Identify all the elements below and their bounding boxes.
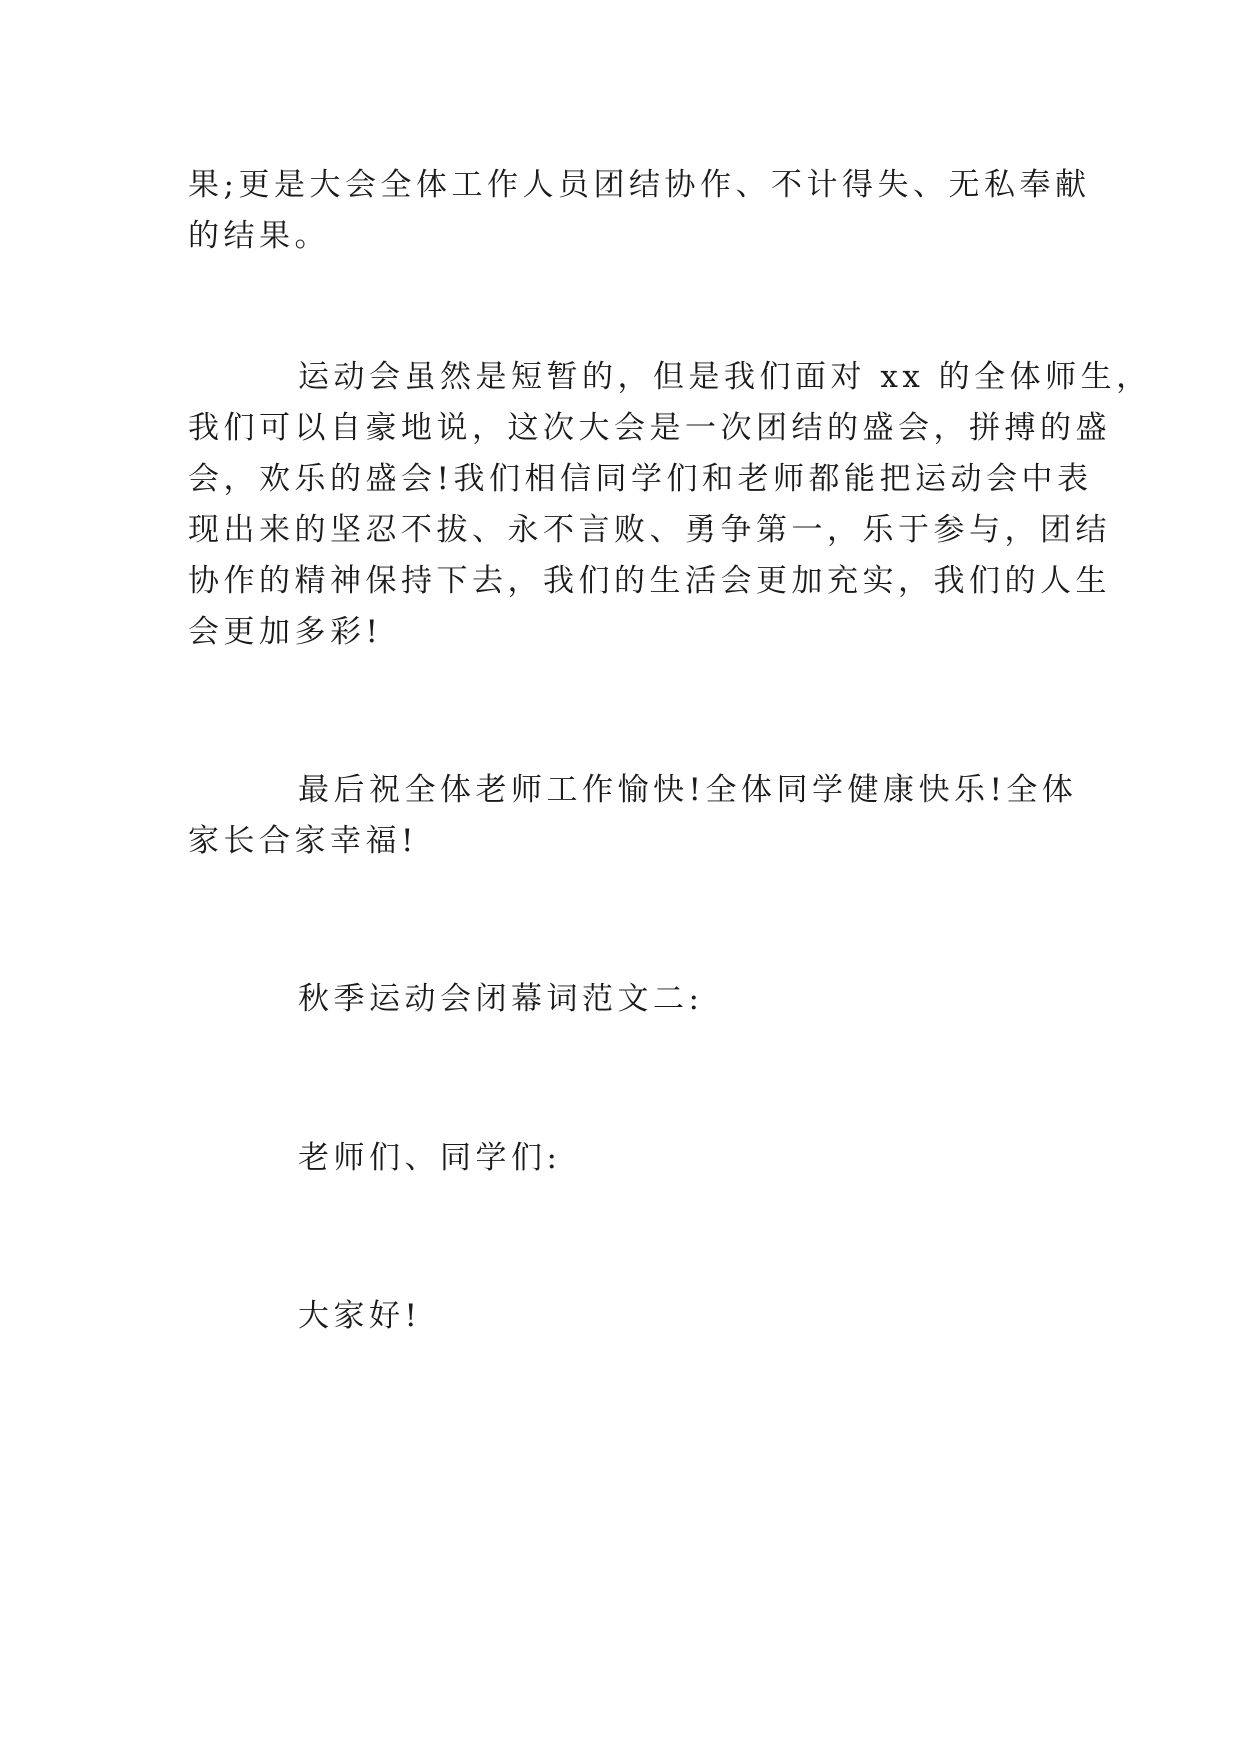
greeting: 大家好! [298,1298,422,1334]
paragraph-line: 的结果。 [188,218,330,254]
section-title: 秋季运动会闭幕词范文二: [298,981,704,1017]
paragraph-closing-wishes [188,765,1078,867]
paragraph-line: 我们可以自豪地说，这次大会是一次团结的盛会，拼搏的盛 [188,410,1111,446]
paragraph-continuation [188,160,1091,262]
salutation: 老师们、同学们: [298,1140,562,1176]
paragraph-sports-meet [188,352,1152,658]
paragraph-line: 果;更是大会全体工作人员团结协作、不计得失、无私奉献 [188,167,1091,203]
paragraph-line: 家长合家幸福! [188,823,418,859]
paragraph-line: 最后祝全体老师工作愉快!全体同学健康快乐!全体 [298,772,1078,808]
paragraph-line: 现出来的坚忍不拔、永不言败、勇争第一，乐于参与，团结 [188,512,1111,548]
paragraph-line: 会更加多彩! [188,614,383,650]
paragraph-line: 协作的精神保持下去，我们的生活会更加充实，我们的人生 [188,563,1111,599]
paragraph-line: 运动会虽然是短暂的，但是我们面对 xx 的全体师生， [298,359,1152,395]
paragraph-line: 会，欢乐的盛会!我们相信同学们和老师都能把运动会中表 [188,461,1093,497]
